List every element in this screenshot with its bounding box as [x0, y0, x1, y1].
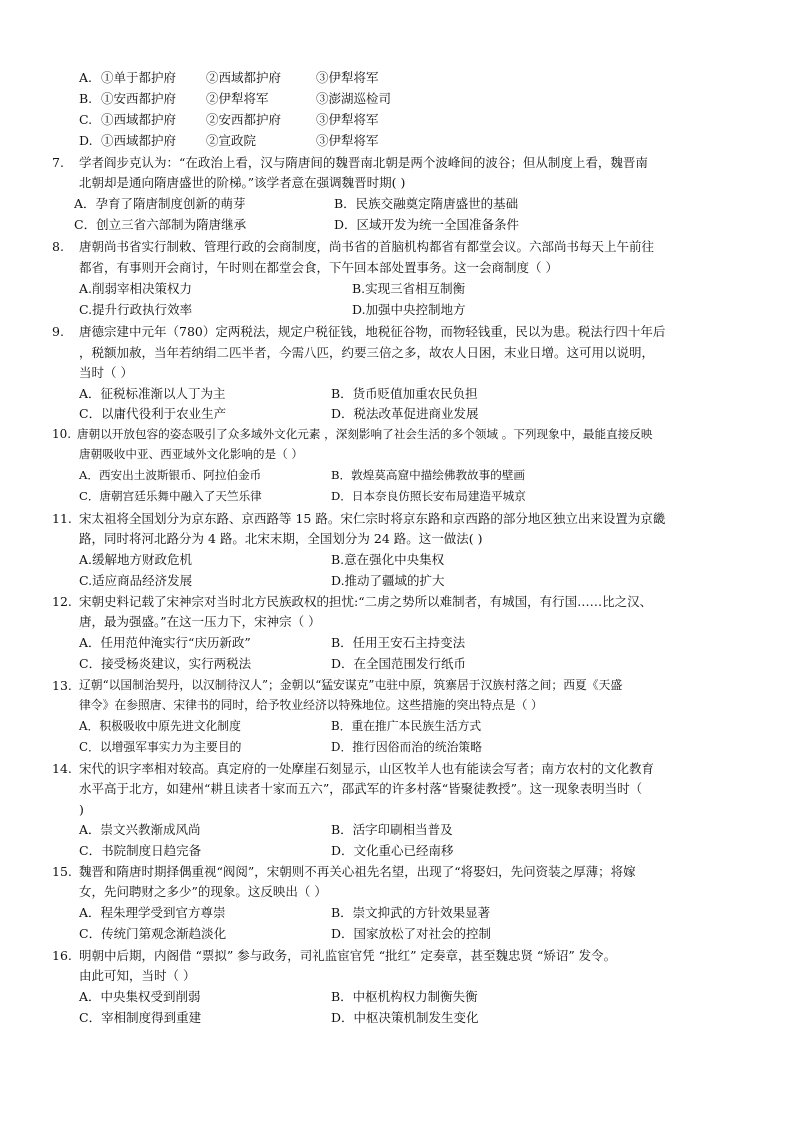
answer-option: D.加强中央控制地方 — [352, 302, 466, 317]
question-number: 13. — [52, 678, 72, 693]
answer-option: D．区域开发为统一全国准备条件 — [334, 217, 520, 232]
question-stem-line: 由此可知，当时（ ） — [79, 968, 196, 983]
answer-option: D．推行因俗而治的统治策略 — [331, 740, 483, 754]
answer-option: B.实现三省相互制衡 — [352, 281, 466, 296]
q6-option-part1: ①单于都护府 — [101, 70, 177, 85]
question-stem-line: 唐朝吸收中亚、西亚域外文化影响的是（ ） — [79, 447, 303, 461]
answer-option: B．活字印刷相当普及 — [331, 822, 453, 837]
answer-option: B．重在推广本民族生活方式 — [331, 719, 482, 733]
question-stem-line: ，税额加赦，当年若纳绢二匹半者，今需八匹，约要三倍之多，故农人日困，末业日增。这可用以说明， — [79, 345, 655, 360]
answer-option: B.意在强化中央集权 — [331, 552, 445, 567]
answer-option: C．传统门第观念渐趋淡化 — [79, 926, 227, 941]
question-stem-line: 水平高于北方，如建州“耕且读者十家而五六”，邵武军的许多村落“皆聚徒教授”。这一现象表明当时（ — [79, 781, 643, 796]
question-stem-line: 路，同时将河北路分为 4 路。北宋末期，全国划分为 24 路。这一做法( ) — [79, 531, 483, 546]
question-number: 11. — [52, 511, 72, 526]
answer-option: C．唐朝宫廷乐舞中融入了天竺乐律 — [79, 489, 262, 503]
question-number: 14. — [52, 761, 72, 776]
q6-option-part2: ②宣政院 — [206, 133, 257, 148]
question-stem-line: 唐朝尚书省实行制敕、管理行政的会商制度，尚书省的首脑机构都省有都堂会议。六部尚书每天上午前往 — [79, 239, 655, 254]
answer-option: A．征税标准渐以人丁为主 — [79, 386, 226, 401]
q6-option-part2: ②西域都护府 — [206, 70, 282, 85]
q6-option-letter: A. — [79, 70, 93, 85]
answer-option: D．文化重心已经南移 — [331, 843, 454, 858]
answer-option: B．敦煌莫高窟中描绘佛教故事的壁画 — [331, 468, 526, 482]
answer-option: A．积极吸收中原先进文化制度 — [79, 719, 241, 733]
question-number: 15. — [52, 864, 72, 879]
question-stem-line: 北朝却是通向隋唐盛世的阶梯。”该学者意在强调魏晋时期( ) — [79, 175, 406, 190]
q6-option-letter: C. — [79, 112, 93, 127]
answer-option: D．税法改革促进商业发展 — [331, 406, 479, 421]
answer-option: A．中央集权受到削弱 — [79, 989, 201, 1004]
q6-option-part1: ①西域都护府 — [101, 133, 177, 148]
answer-option: C．以增强军事实力为主要目的 — [79, 740, 242, 754]
answer-option: B．民族交融奠定隋唐盛世的基础 — [334, 196, 519, 211]
answer-option: C．以庸代役利于农业生产 — [79, 406, 227, 421]
question-stem-line: 律令》在参照唐、宋律书的同时，给予牧业经济以特殊地位。这些措施的突出特点是（ ） — [79, 698, 543, 712]
answer-option: C．书院制度日趋完备 — [79, 843, 202, 858]
answer-option: D．在全国范围发行纸币 — [331, 656, 467, 671]
answer-option: A．程朱理学受到官方尊崇 — [79, 905, 226, 920]
answer-option: A.削弱宰相决策权力 — [79, 281, 193, 296]
question-stem-line: 女，先问聘财之多少”的现象。这反映出（ ） — [79, 884, 327, 899]
q6-option-letter: D. — [79, 133, 93, 148]
question-stem-line: 唐，最为强盛。”在这一压力下，宋神宗（ ） — [79, 614, 321, 629]
question-stem-line: 唐朝以开放包容的姿态吸引了众多域外文化元素 ，深刻影响了社会生活的多个领域 。下列现象中，最能直接反映 — [77, 427, 653, 441]
question-stem-line: 魏晋和隋唐时期择偶重视“阀阅”，宋朝则不再关心祖先名望，出现了“将娶妇，先问资装之厚薄；将嫁 — [79, 864, 636, 879]
answer-option: A．崇文兴教渐成风尚 — [79, 822, 201, 837]
question-stem-line: 唐德宗建中元年（780）定两税法，规定户税征钱，地税征谷物，而物轻钱重，民以为患。税法行四十年后 — [79, 324, 666, 339]
q6-option-part2: ②安西都护府 — [206, 112, 282, 127]
answer-option: B．中枢机构权力制衡失衡 — [331, 989, 478, 1004]
question-number: 12. — [52, 594, 72, 609]
answer-option: C．创立三省六部制为隋唐继承 — [74, 217, 247, 232]
answer-option: D．中枢决策机制发生变化 — [331, 1010, 479, 1025]
question-stem-line: 宋朝史料记载了宋神宗对当时北方民族政权的担忧:“二虏之势所以难制者，有城国，有行国……比之汉、 — [79, 594, 653, 609]
question-stem-line: 宋太祖将全国划分为京东路、京西路等 15 路。宋仁宗时将京东路和京西路的部分地区独立出来设置为京畿 — [79, 511, 666, 526]
question-number: 8. — [52, 239, 64, 254]
answer-option: C．接受杨炎建议，实行两税法 — [79, 656, 252, 671]
answer-option: D.推动了疆域的扩大 — [331, 573, 445, 588]
question-stem-line: 辽朝“以国制治契丹，以汉制待汉人”；金朝以“猛安谋克”屯驻中原，筑寨居于汉族村落之间；西夏《天盛 — [79, 678, 623, 692]
q6-option-part1: ①西域都护府 — [101, 112, 177, 127]
q6-option-part3: ③伊犁将军 — [316, 133, 379, 148]
q6-option-part3: ③澎湖巡检司 — [316, 91, 392, 106]
answer-option: A．孕育了隋唐制度创新的萌芽 — [74, 196, 246, 211]
question-number: 9. — [52, 324, 64, 339]
answer-option: B．任用王安石主持变法 — [331, 635, 466, 650]
answer-option: B．货币贬值加重农民负担 — [331, 386, 478, 401]
q6-option-part3: ③伊犁将军 — [316, 70, 379, 85]
question-stem-line: 宋代的识字率相对较高。真定府的一处摩崖石刻显示，山区牧羊人也有能读会写者；南方农村的文化教育 — [79, 761, 655, 776]
question-number: 16. — [52, 948, 72, 963]
question-stem-line: 当时（ ） — [79, 365, 133, 380]
answer-option: C.适应商品经济发展 — [79, 573, 193, 588]
answer-option: B．崇文抑武的方针效果显著 — [331, 905, 491, 920]
question-stem-line: ) — [79, 802, 84, 817]
answer-option: D．日本奈良仿照长安布局建造平城京 — [331, 489, 526, 503]
answer-option: D．国家放松了对社会的控制 — [331, 926, 492, 941]
answer-option: A．任用范仲淹实行“庆历新政” — [79, 635, 251, 650]
q6-option-letter: B. — [79, 91, 93, 106]
answer-option: A.缓解地方财政危机 — [79, 552, 193, 567]
answer-option: A．西安出土波斯银币、阿拉伯金币 — [79, 468, 262, 482]
question-stem-line: 学者阎步克认为：“在政治上看，汉与隋唐间的魏晋南北朝是两个波峰间的波谷；但从制度上看，魏晋南 — [79, 155, 648, 170]
answer-option: C．宰相制度得到重建 — [79, 1010, 202, 1025]
q6-option-part2: ②伊犁将军 — [206, 91, 269, 106]
q6-option-part1: ①安西都护府 — [101, 91, 177, 106]
question-number: 10. — [52, 427, 72, 441]
question-number: 7. — [52, 155, 64, 170]
q6-option-part3: ③伊犁将军 — [316, 112, 379, 127]
question-stem-line: 都省，有事则开会商讨，午时则在都堂会食，下午回本部处置事务。这一会商制度（ ） — [79, 260, 558, 275]
question-stem-line: 明朝中后期，内阁借 “票拟” 参与政务，司礼监宦官凭 “批红” 定奏章，甚至魏忠贤 “矫诏” 发令。 — [79, 948, 617, 963]
answer-option: C.提升行政执行效率 — [79, 302, 193, 317]
